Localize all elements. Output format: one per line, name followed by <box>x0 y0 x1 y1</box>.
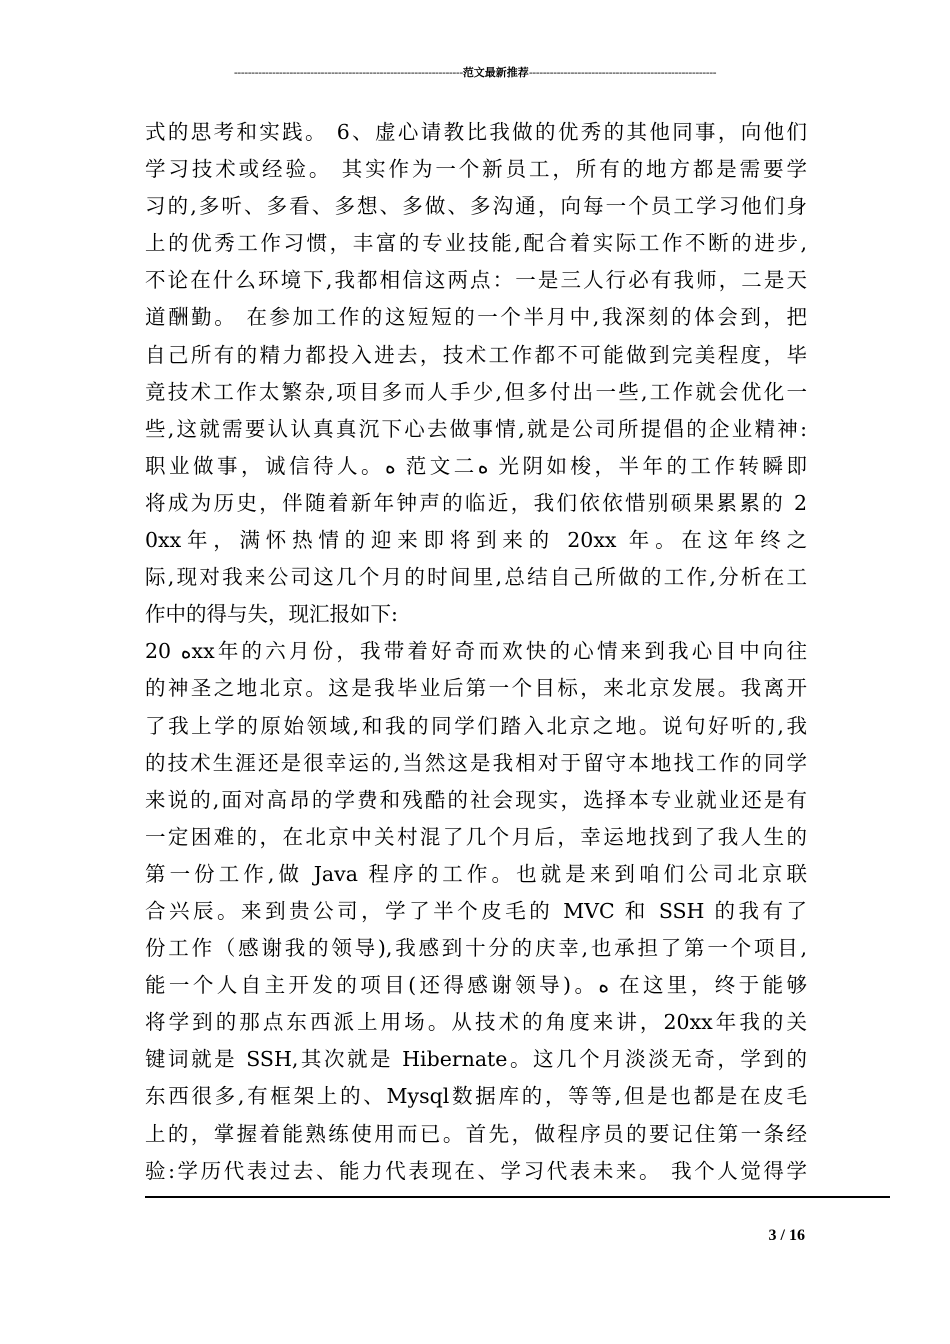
body-line: 将学到的那点东西派上用场。从技术的角度来讲，20xx年我的关 <box>145 1010 807 1035</box>
body-line: 式的思考和实践。 6、虚心请教比我做的优秀的其他同事，向他们 <box>145 120 807 144</box>
body-line: 的技术生涯还是很幸运的,当然这是我相对于留守本地找工作的同学 <box>145 750 807 775</box>
page-number: 3 / 16 <box>768 1227 805 1244</box>
body-line: 一定困难的，在北京中关村混了几个月后，幸运地找到了我人生的 <box>145 824 807 849</box>
body-line: 作中的得与失，现汇报如下: <box>145 602 398 627</box>
body-line: 东西很多,有框架上的、Mysql数据库的，等等,但是也都是在皮毛 <box>145 1084 807 1109</box>
body-line: 学习技术或经验。 其实作为一个新员工，所有的地方都是需要学 <box>145 157 807 182</box>
body-line: 职业做事，诚信待人。ﻩ 范文二ﻩ 光阴如梭，半年的工作转瞬即 <box>145 453 807 478</box>
body-line: 份工作（感谢我的领导),我感到十分的庆幸,也承担了第一个项目, <box>145 936 807 961</box>
body-line: 验:学历代表过去、能力代表现在、学习代表未来。 我个人觉得学 <box>145 1158 807 1183</box>
body-line: 自己所有的精力都投入进去，技术工作都不可能做到完美程度，毕 <box>145 342 807 367</box>
body-line: 些,这就需要认认真真沉下心去做事情,就是公司所提倡的企业精神: <box>145 416 807 441</box>
body-line: 第一份工作,做 Java 程序的工作。也就是来到咱们公司北京联 <box>145 861 807 886</box>
body-line: 上的优秀工作习惯，丰富的专业技能,配合着实际工作不断的进步, <box>145 231 807 256</box>
body-line: 上的，掌握着能熟练使用而已。首先，做程序员的要记住第一条经 <box>145 1121 807 1146</box>
body-line: 20 ﻩxx年的六月份，我带着好奇而欢快的心情来到我心目中向往 <box>145 639 807 664</box>
body-line: 了我上学的原始领域,和我的同学们踏入北京之地。说句好听的,我 <box>145 713 807 738</box>
body-line: 合兴辰。来到贵公司，学了半个皮毛的 MVC 和 SSH 的我有了 <box>145 898 807 923</box>
body-line: 0xx年，满怀热情的迎来即将到来的 20xx 年。在这年终之 <box>145 528 807 553</box>
body-line: 将成为历史，伴随着新年钟声的临近，我们依依惜别硕果累累的 2 <box>145 490 807 515</box>
body-line: 竟技术工作太繁杂,项目多而人手少,但多付出一些,工作就会优化一 <box>145 379 807 404</box>
header-right-dashes: ------------------------------------------------------ <box>528 66 717 79</box>
body-line: 习的,多听、多看、多想、多做、多沟通，向每一个员工学习他们身 <box>145 194 807 219</box>
body-line: 道酬勤。 在参加工作的这短短的一个半月中,我深刻的体会到，把 <box>145 305 807 330</box>
body-line: 来说的,面对高昂的学费和残酷的社会现实，选择本专业就业还是有 <box>145 787 807 812</box>
page-header <box>145 66 805 80</box>
body-line: 不论在什么环境下,我都相信这两点：一是三人行必有我师，二是天 <box>145 268 807 293</box>
body-line: 能一个人自主开发的项目(还得感谢领导)。ﻩ 在这里，终于能够 <box>145 973 807 998</box>
header-left-dashes: ------------------------------------------------------------------ <box>233 66 463 79</box>
footer-divider <box>145 1196 890 1198</box>
body-line: 的神圣之地北京。这是我毕业后第一个目标，来北京发展。我离开 <box>145 676 807 701</box>
body-text <box>145 114 807 1190</box>
body-line: 键词就是 SSH,其次就是 Hibernate。这几个月淡淡无奇，学到的 <box>145 1047 807 1072</box>
header-title: 范文最新推荐 <box>462 66 529 79</box>
body-line: 际,现对我来公司这几个月的时间里,总结自己所做的工作,分析在工 <box>145 565 807 590</box>
